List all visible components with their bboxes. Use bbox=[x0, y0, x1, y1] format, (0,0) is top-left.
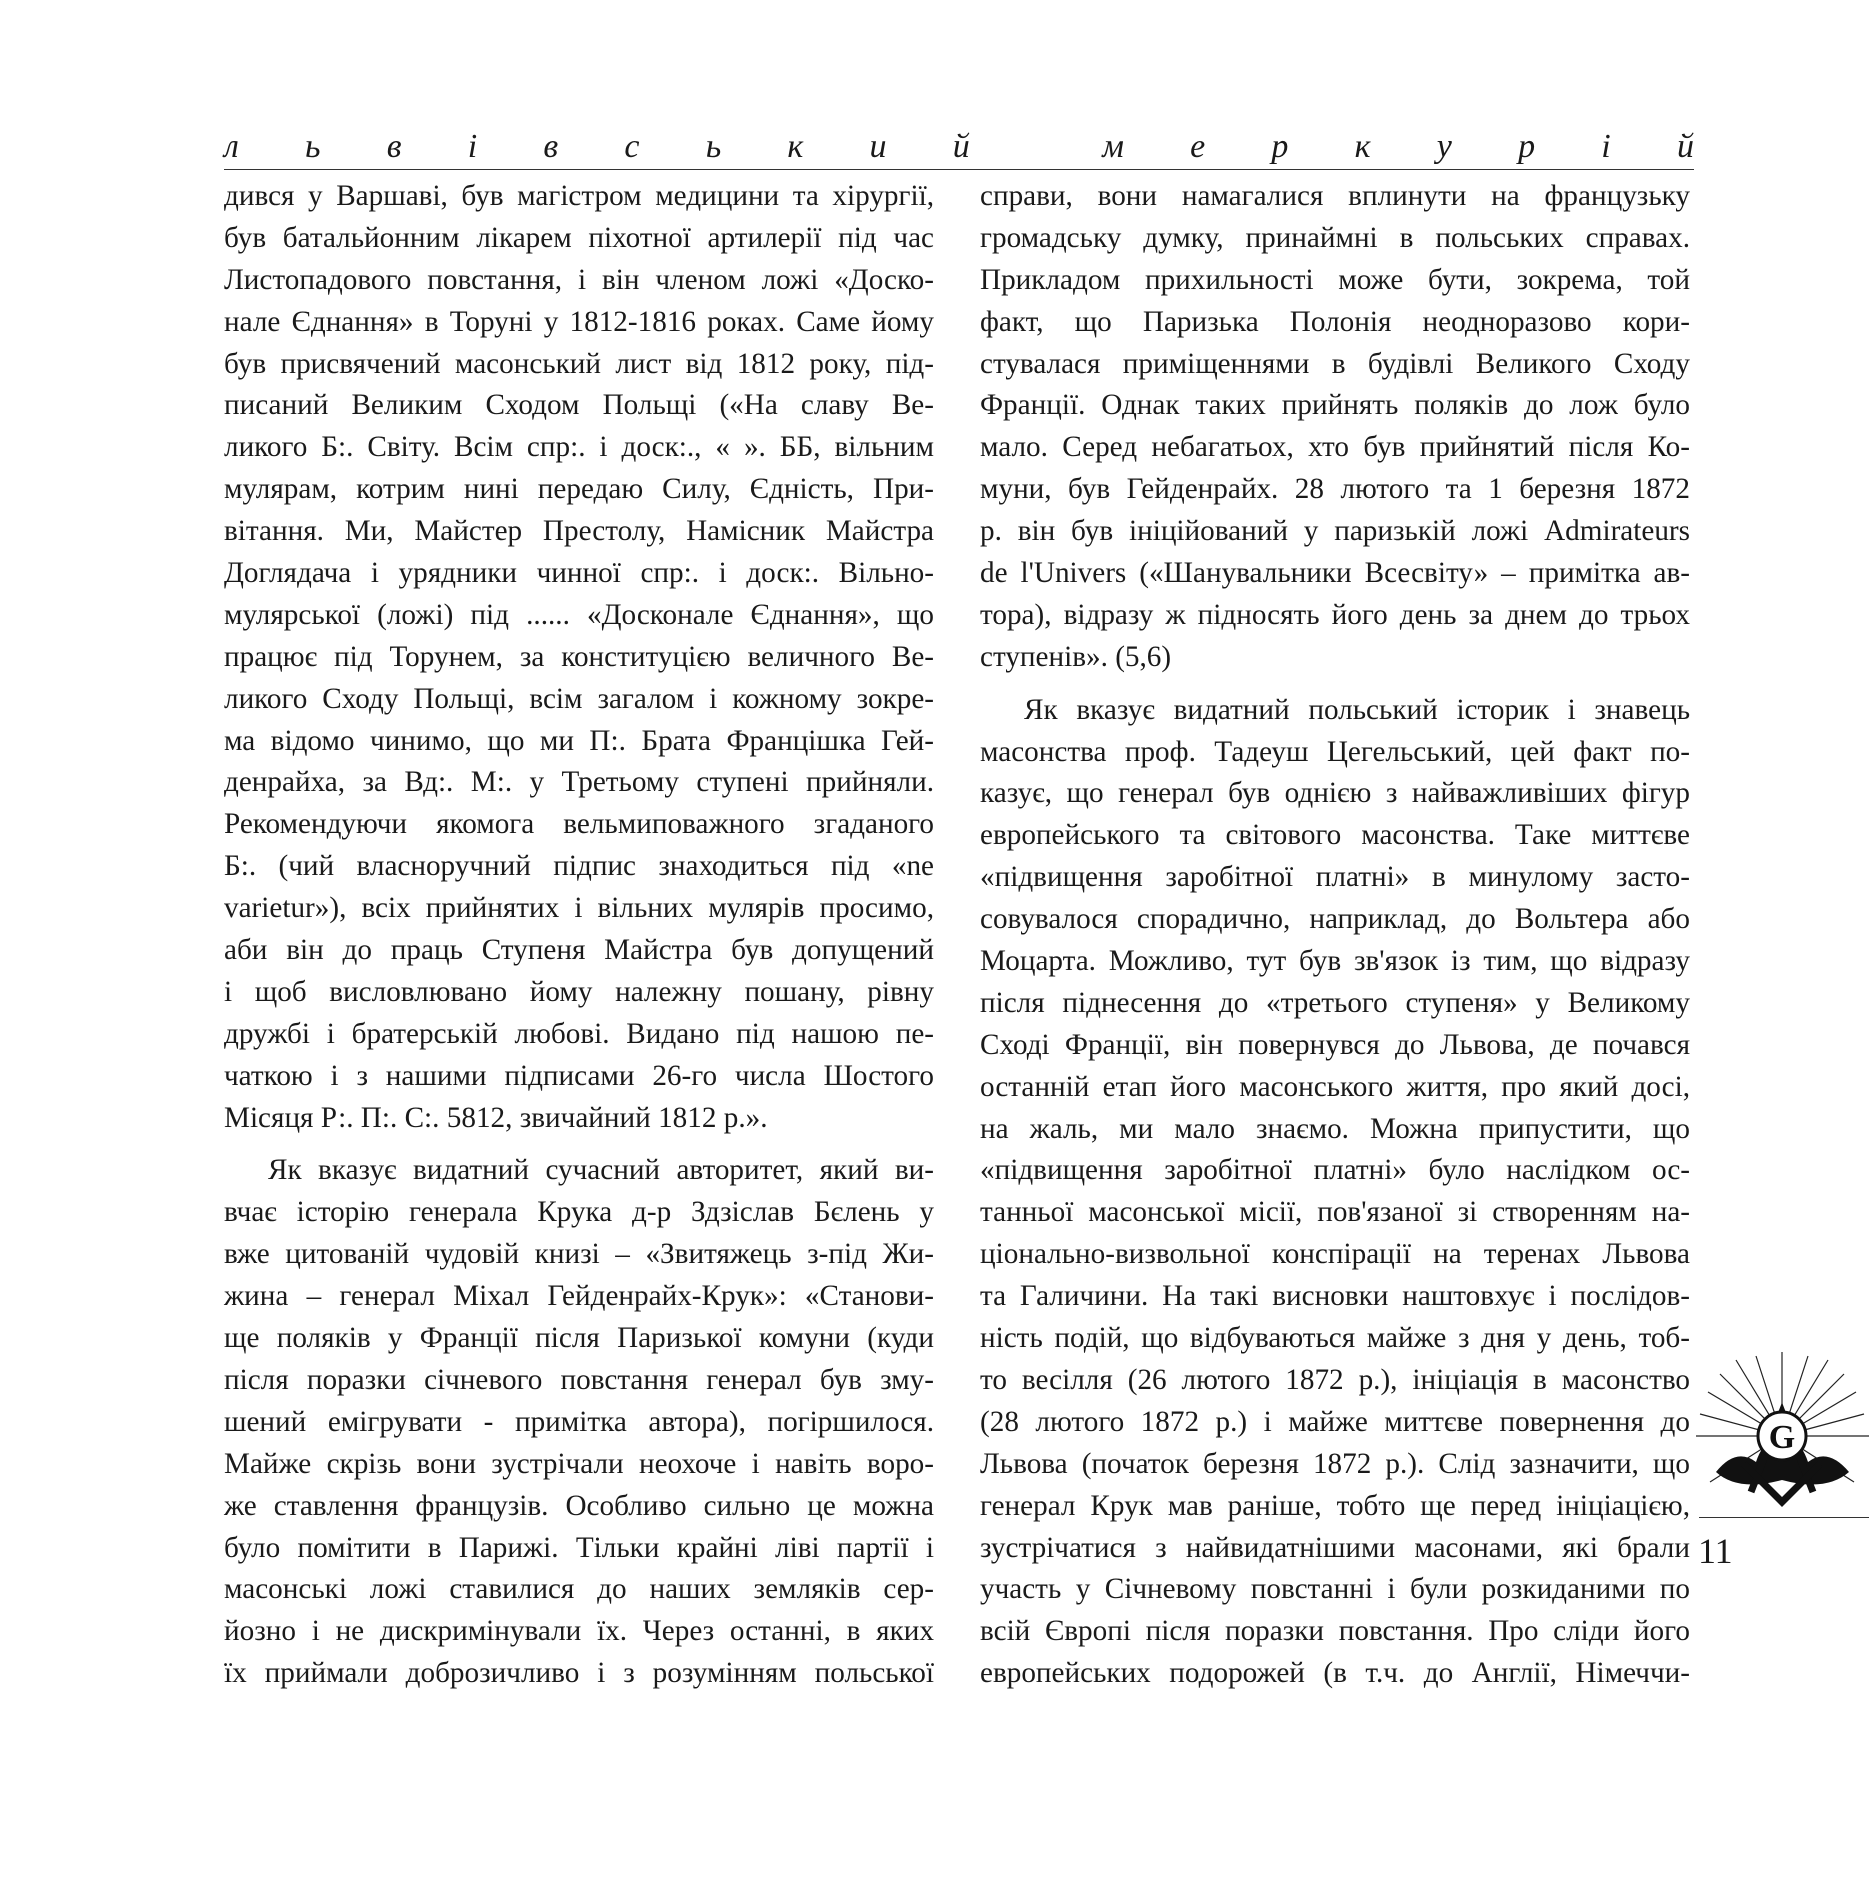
text-line: аби він до праць Ступеня Майстра був допущений bbox=[224, 934, 934, 967]
text-line: Рекомендуючи якомога вельмиповажного згаданого bbox=[224, 808, 934, 841]
text-line: масонські ложі ставилися до наших земляків сер- bbox=[224, 1573, 934, 1606]
text-line: Львова (початок березня 1872 р.). Слід зазначити, що bbox=[980, 1447, 1690, 1480]
text-line: «підвищення заробітної платні» було наслідком ос- bbox=[980, 1154, 1690, 1187]
text-line: Доглядача і урядники чинної спр:. і доск:. Вільно- bbox=[224, 557, 934, 590]
text-line: казує, що генерал був однією з найважливіших фігур bbox=[980, 777, 1690, 810]
running-head-rule bbox=[224, 169, 1694, 170]
text-line: ність подій, що відбуваються майже з дня у день, тоб- bbox=[980, 1322, 1690, 1355]
running-head-letter: е bbox=[1190, 128, 1206, 165]
running-head-letter: й bbox=[1676, 128, 1694, 165]
masonic-square-compass-g-icon bbox=[1696, 1352, 1869, 1520]
text-line: жина – генерал Міхал Гейденрайх-Крук»: «Станови- bbox=[224, 1280, 934, 1313]
running-head-letter: й bbox=[952, 128, 970, 165]
running-head bbox=[224, 126, 1694, 170]
text-line: ликого Б:. Світу. Всім спр:. і доск:., « ». ББ, вільним bbox=[224, 431, 934, 464]
text-line: то весілля (26 лютого 1872 р.), ініціація в масонство bbox=[980, 1363, 1690, 1396]
text-line: мало. Серед небагатьох, хто був прийнятий після Ко- bbox=[980, 431, 1690, 464]
text-line: муни, був Гейденрайх. 28 лютого та 1 березня 1872 bbox=[980, 473, 1690, 506]
text-line: Франції. Однак таких прийнять поляків до лож було bbox=[980, 389, 1690, 422]
text-line: зустрічатися з найвидатнішими масонами, які брали bbox=[980, 1531, 1690, 1564]
text-line: ступенів». (5,6) bbox=[980, 640, 1172, 673]
running-head-letter: ь bbox=[305, 128, 321, 165]
running-head-letter: с bbox=[624, 128, 640, 165]
text-line: чаткою і з нашими підписами 26-го числа Шостого bbox=[224, 1059, 934, 1092]
text-line: Сході Франції, він повернувся до Львова, де почався bbox=[980, 1028, 1690, 1061]
text-line: нале Єднання» в Торуні у 1812-1816 роках. Саме йому bbox=[224, 305, 934, 338]
text-column-left bbox=[224, 176, 934, 1695]
text-line: всій Європі після поразки повстання. Про сліди його bbox=[980, 1615, 1690, 1648]
running-head-title bbox=[224, 126, 1694, 166]
text-line: ціонально-визвольної конспірації на теренах Львова bbox=[980, 1238, 1690, 1271]
running-head-letter: в bbox=[543, 128, 559, 165]
text-line: справи, вони намагалися вплинути на французьку bbox=[980, 180, 1690, 212]
margin-rule bbox=[1699, 1517, 1869, 1518]
text-line: Листопадового повстання, і він членом ложі «Доско- bbox=[224, 263, 934, 296]
text-line: (28 лютого 1872 р.) і майже миттєве повернення до bbox=[980, 1405, 1690, 1438]
svg-text:G: G bbox=[1768, 1419, 1796, 1456]
text-line: ще поляків у Франції після Паризької комуни (куди bbox=[224, 1322, 934, 1355]
running-head-letter: в bbox=[386, 128, 402, 165]
running-head-letter: л bbox=[224, 128, 239, 165]
text-line: масонства проф. Тадеуш Цегельський, цей факт по- bbox=[980, 735, 1690, 768]
text-line: Б:. (чий власноручний підпис знаходиться під «ne bbox=[224, 850, 934, 883]
text-line: громадську думку, принаймні в польських справах. bbox=[980, 221, 1690, 254]
running-head-letter: і bbox=[467, 128, 478, 165]
running-head-letter: и bbox=[869, 128, 887, 165]
text-line: Як вказує видатний сучасний авторитет, який ви- bbox=[268, 1154, 934, 1187]
text-line: вітання. Ми, Майстер Престолу, Намісник Майстра bbox=[224, 515, 934, 548]
running-head-letter: ь bbox=[705, 128, 722, 165]
text-line: мулярської (ложі) під ...... «Досконале Єднання», що bbox=[224, 598, 934, 631]
text-line: йозно і не дискримінували їх. Через останні, в яких bbox=[224, 1615, 934, 1648]
text-line: факт, що Паризька Полонія неодноразово кори- bbox=[980, 305, 1690, 338]
text-line: шений емігрувати - примітка автора), погіршилося. bbox=[224, 1405, 934, 1438]
text-line: було помітити в Парижі. Тільки крайні ліві партії і bbox=[224, 1531, 934, 1564]
text-line: і щоб висловлювано йому належну пошану, рівну bbox=[224, 975, 934, 1008]
text-line: на жаль, ми мало знаємо. Можна припустити, що bbox=[980, 1112, 1690, 1145]
text-line: Моцарта. Можливо, тут був зв'язок із тим, що відразу bbox=[980, 945, 1690, 978]
text-line: ликого Сходу Польщі, всім загалом і кожному зокре- bbox=[224, 682, 934, 715]
paragraph-gap bbox=[224, 1139, 934, 1150]
text-line: же ставлення французів. Особливо сильно це можна bbox=[224, 1489, 934, 1522]
text-line: «підвищення заробітної платні» в минулому засто- bbox=[980, 861, 1690, 894]
text-line: їх приймали доброзичливо і з розумінням польської bbox=[224, 1657, 934, 1690]
text-line: дився у Варшаві, був магістром медицини та хірургії, bbox=[224, 180, 934, 212]
text-column-right bbox=[980, 176, 1690, 1695]
text-line: після піднесення до «третього ступеня» у Великому bbox=[980, 986, 1690, 1019]
text-line: вчає історію генерала Крука д-р Здзіслав Бєлень у bbox=[224, 1196, 934, 1229]
text-line: мулярам, котрим нині передаю Силу, Єдність, При- bbox=[224, 473, 934, 506]
text-line: Місяця Р:. П:. С:. 5812, звичайний 1812 р.». bbox=[224, 1101, 768, 1134]
text-line: совувалося спорадично, наприклад, до Вольтера або bbox=[980, 903, 1690, 936]
running-head-letter: у bbox=[1436, 128, 1452, 165]
running-head-letter: к bbox=[787, 128, 804, 165]
text-line: останній етап його масонського життя, про який досі, bbox=[980, 1070, 1690, 1103]
running-head-letter: к bbox=[1354, 128, 1371, 165]
text-line: европейських подорожей (в т.ч. до Англії, Німеччи- bbox=[980, 1657, 1690, 1690]
text-line: тора), відразу ж підносять його день за днем до трьох bbox=[980, 598, 1690, 631]
text-line: писаний Великим Сходом Польщі («На славу Ве- bbox=[224, 389, 934, 422]
page-number: 11 bbox=[1698, 1531, 1733, 1571]
text-line: Майже скрізь вони зустрічали неохоче і навіть воро- bbox=[224, 1447, 934, 1480]
text-line: р. він був ініційований у паризькій ложі Admirateurs bbox=[980, 515, 1690, 548]
text-line: працює під Торунем, за конституцією величного Ве- bbox=[224, 640, 934, 673]
text-line: участь у Січневому повстанні і були розкиданими по bbox=[980, 1573, 1690, 1606]
text-line: de l'Univers («Шанувальники Всесвіту» – примітка ав- bbox=[980, 557, 1690, 590]
running-head-letter: р bbox=[1271, 128, 1289, 165]
text-line: після поразки січневого повстання генерал був зму- bbox=[224, 1363, 934, 1396]
running-head-letter: р bbox=[1518, 128, 1536, 165]
running-head-letter: і bbox=[1601, 128, 1611, 165]
text-line: був присвячений масонський лист від 1812 року, під- bbox=[224, 347, 934, 380]
text-line: танньої масонської місії, пов'язаної зі створенням на- bbox=[980, 1196, 1690, 1229]
text-line: генерал Крук мав раніше, тобто ще перед ініціацією, bbox=[980, 1489, 1690, 1522]
paragraph-gap bbox=[980, 679, 1690, 690]
text-line: Прикладом прихильності може бути, зокрема, той bbox=[980, 263, 1690, 296]
text-line: був батальйонним лікарем піхотної артилерії під час bbox=[224, 221, 934, 254]
text-line: европейського та світового масонства. Таке миттєве bbox=[980, 819, 1690, 852]
text-line: та Галичини. На такі висновки наштовхує і послідов- bbox=[980, 1280, 1690, 1313]
text-line: дружбі і братерській любові. Видано під нашою пе- bbox=[224, 1017, 934, 1050]
text-line: денрайха, за Вд:. М:. у Третьому ступені прийняли. bbox=[224, 766, 934, 799]
text-line: Як вказує видатний польський історик і знавець bbox=[1024, 693, 1690, 726]
text-line: varietur»), всіх прийнятих і вільних мулярів просимо, bbox=[224, 892, 934, 925]
text-line: стувалася приміщеннями в будівлі Великого Сходу bbox=[980, 347, 1690, 380]
text-line: вже цитованій чудовій книзі – «Звитяжець з-під Жи- bbox=[224, 1238, 934, 1271]
text-line: ма відомо чинимо, що ми П:. Брата Францішка Гей- bbox=[224, 724, 934, 757]
running-head-letter: м bbox=[1102, 128, 1124, 165]
